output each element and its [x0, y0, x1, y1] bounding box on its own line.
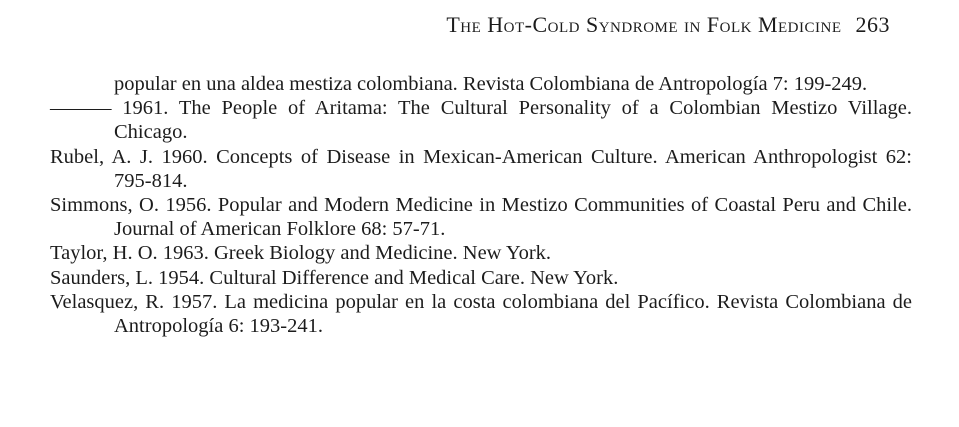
reference-entry: Simmons, O. 1956. Popular and Modern Medicine in Mestizo Communities of Coastal Peru and Chile. Journal of American Folklore 68: 57-71. [50, 194, 912, 241]
reference-entry: Taylor, H. O. 1963. Greek Biology and Medicine. New York. [50, 242, 552, 265]
reference-entry: Rubel, A. J. 1960. Concepts of Disease in Mexican-American Culture. American Anthropologist 62: 795-814. [50, 145, 912, 192]
reference-entry: Saunders, L. 1954. Cultural Difference and Medical Care. New York. [50, 266, 619, 289]
reference-entry: Velasquez, R. 1957. La medicina popular en la costa colombiana del Pacífico. Revista Colombiana de Antropología 6: 193-241. [50, 290, 912, 338]
running-head [0, 12, 890, 38]
page-number: 263 [855, 12, 890, 37]
reference-list [50, 72, 912, 338]
reference-entry-continuation: popular en una aldea mestiza colombiana. Revista Colombiana de Antropología 7: 199-249. [114, 73, 868, 95]
running-head-title: The Hot-Cold Syndrome in Folk Medicine [446, 12, 842, 37]
reference-entry: ——— 1961. The People of Aritama: The Cultural Personality of a Colombian Mestizo Village. Chicago. [50, 97, 912, 144]
